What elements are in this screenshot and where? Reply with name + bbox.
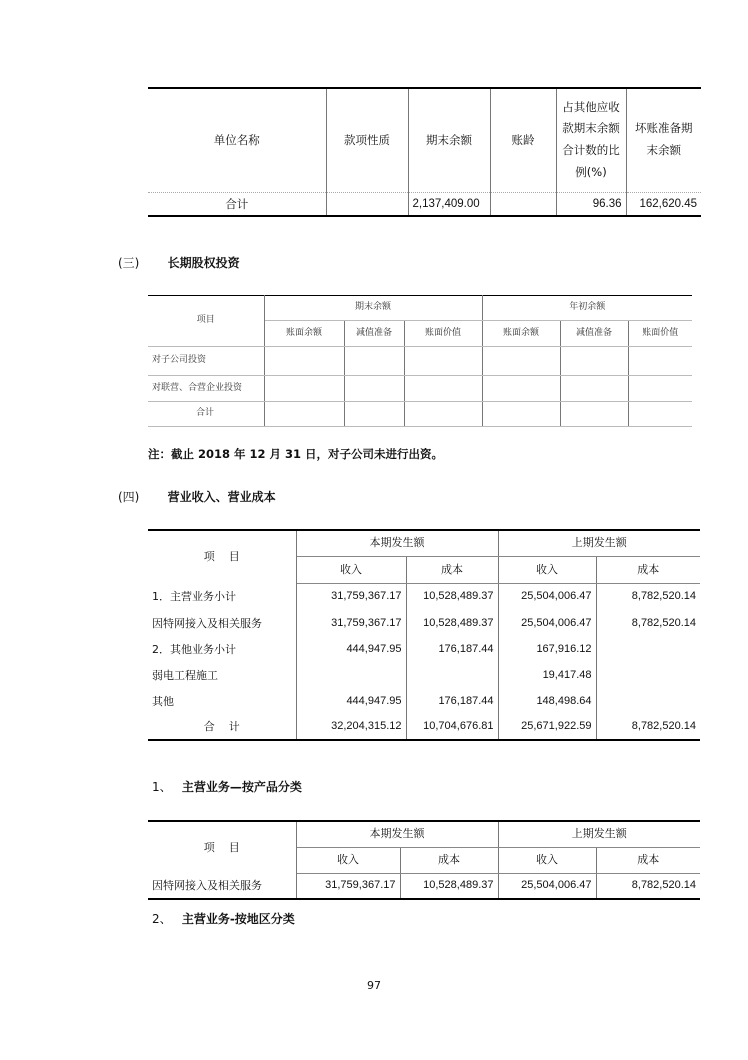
empty-cell (344, 402, 404, 427)
empty-cell (264, 347, 344, 376)
empty-cell (560, 347, 628, 376)
subheader-book-value: 账面价值 (628, 321, 692, 347)
subheader-impairment: 减值准备 (344, 321, 404, 347)
header-ratio-line: 款期末余额 (562, 121, 620, 136)
value-cell: 10,528,489.37 (400, 873, 498, 899)
table-header-row (148, 296, 692, 321)
header-group-prior: 上期发生额 (498, 821, 700, 847)
value-cell (596, 663, 700, 689)
empty-cell (482, 347, 560, 376)
empty-cell (264, 376, 344, 402)
row-label: 因特网接入及相关服务 (148, 873, 296, 899)
header-aging: 账龄 (490, 88, 556, 192)
subsection-1-heading (152, 778, 302, 795)
empty-cell (628, 402, 692, 427)
value-cell (596, 689, 700, 715)
value-cell: 167,916.12 (498, 637, 596, 663)
value-cell: 19,417.48 (498, 663, 596, 689)
subheader-cost: 成本 (596, 847, 700, 873)
row-label: 对联营、合营企业投资 (148, 376, 264, 402)
subheader-book-value: 账面价值 (404, 321, 482, 347)
empty-cell (344, 347, 404, 376)
section-4-heading (118, 488, 276, 505)
subheader-book-balance: 账面余额 (264, 321, 344, 347)
empty-cell (404, 376, 482, 402)
value-cell (406, 663, 498, 689)
row-label: 其他 (148, 689, 296, 715)
page-number: 97 (367, 979, 381, 992)
header-group-beginning: 年初余额 (482, 296, 692, 321)
header-group-current: 本期发生额 (296, 530, 498, 556)
subheader-cost: 成本 (406, 556, 498, 583)
subheader-cost: 成本 (596, 556, 700, 583)
total-bad-debt: 162,620.45 (639, 197, 697, 210)
total-cell (490, 192, 556, 216)
section-3-title: 长期股权投资 (167, 256, 240, 270)
subheader-impairment: 减值准备 (560, 321, 628, 347)
value-cell: 31,759,367.17 (296, 610, 406, 637)
empty-cell (404, 347, 482, 376)
note-text: 注：截止 2018 年 12 月 31 日，对子公司未进行出资。 (148, 447, 444, 461)
header-group-ending: 期末余额 (264, 296, 482, 321)
value-cell: 31,759,367.17 (296, 583, 406, 610)
subheader-revenue: 收入 (296, 556, 406, 583)
header-unit-name: 单位名称 (148, 88, 326, 192)
header-ratio (556, 88, 626, 192)
header-ratio-line: 合计数的比 (562, 143, 620, 158)
subheader-revenue: 收入 (498, 847, 596, 873)
header-bad-debt (626, 88, 701, 192)
total-row (148, 192, 701, 216)
table-row (148, 689, 700, 715)
total-row (148, 402, 692, 427)
empty-cell (628, 376, 692, 402)
empty-cell (482, 376, 560, 402)
header-item: 项 目 (148, 821, 296, 873)
value-cell: 444,947.95 (296, 637, 406, 663)
subsection-2-number: 2、 (152, 912, 172, 926)
table-row (148, 376, 692, 402)
value-cell (296, 663, 406, 689)
subsection-1-title: 主营业务—按产品分类 (181, 780, 302, 794)
table-row (148, 637, 700, 663)
row-label: 对子公司投资 (148, 347, 264, 376)
value-cell: 444,947.95 (296, 689, 406, 715)
value-cell: 148,498.64 (498, 689, 596, 715)
table-row (148, 583, 700, 610)
long-term-equity-table (148, 295, 692, 427)
header-ratio-line: 占其他应收 (562, 99, 620, 114)
header-group-prior: 上期发生额 (498, 530, 700, 556)
value-cell (596, 637, 700, 663)
row-label: 2．其他业务小计 (148, 637, 296, 663)
empty-cell (560, 402, 628, 427)
value-cell: 25,504,006.47 (498, 873, 596, 899)
value-cell: 31,759,367.17 (296, 873, 400, 899)
subheader-cost: 成本 (400, 847, 498, 873)
table-row (148, 347, 692, 376)
total-cell (326, 192, 408, 216)
table-header-row (148, 530, 700, 556)
subsection-2-heading (152, 910, 295, 927)
header-bad-debt-line: 坏账准备期 (635, 121, 693, 136)
row-label: 1．主营业务小计 (148, 583, 296, 610)
revenue-cost-table (148, 529, 700, 741)
empty-cell (404, 402, 482, 427)
header-ratio-line: 例(%) (575, 165, 607, 180)
empty-cell (560, 376, 628, 402)
total-label: 合计 (148, 192, 326, 216)
subheader-revenue: 收入 (498, 556, 596, 583)
table-header-row (148, 821, 700, 847)
row-label: 合计 (148, 402, 264, 427)
total-value: 32,204,315.12 (296, 715, 406, 740)
subsection-1-number: 1、 (152, 780, 172, 794)
section-4-title: 营业收入、营业成本 (167, 490, 276, 504)
value-cell: 176,187.44 (406, 637, 498, 663)
value-cell: 8,782,520.14 (631, 589, 696, 602)
total-label: 合 计 (148, 715, 296, 740)
value-cell: 25,504,006.47 (498, 610, 596, 637)
section-4-number: (四) (118, 490, 140, 504)
table-row (148, 663, 700, 689)
header-ending-balance: 期末余额 (408, 88, 490, 192)
header-bad-debt-line: 末余额 (646, 143, 681, 158)
value-cell: 8,782,520.14 (631, 616, 696, 629)
value-cell: 10,528,489.37 (406, 610, 498, 637)
subheader-revenue: 收入 (296, 847, 400, 873)
subsection-2-title: 主营业务-按地区分类 (181, 912, 295, 926)
empty-cell (482, 402, 560, 427)
row-label: 因特网接入及相关服务 (148, 610, 296, 637)
table-header-row (148, 88, 701, 192)
total-ratio: 96.36 (556, 192, 626, 216)
empty-cell (264, 402, 344, 427)
revenue-by-product-table (148, 820, 700, 900)
receivables-top-table (148, 87, 701, 217)
value-cell: 25,504,006.47 (498, 583, 596, 610)
value-cell: 176,187.44 (406, 689, 498, 715)
total-ending-balance: 2,137,409.00 (408, 192, 490, 216)
table-row (148, 610, 700, 637)
total-value: 8,782,520.14 (631, 720, 696, 733)
total-value: 25,671,922.59 (498, 715, 596, 740)
subheader-book-balance: 账面余额 (482, 321, 560, 347)
header-item: 项 目 (148, 530, 296, 583)
row-label: 弱电工程施工 (148, 663, 296, 689)
header-group-current: 本期发生额 (296, 821, 498, 847)
section-3-heading (118, 254, 240, 271)
section-3-number: (三) (118, 256, 140, 270)
total-row (148, 715, 700, 740)
empty-cell (628, 347, 692, 376)
table-row (148, 873, 700, 899)
total-value: 10,704,676.81 (406, 715, 498, 740)
value-cell: 10,528,489.37 (406, 583, 498, 610)
empty-cell (344, 376, 404, 402)
header-item: 项目 (148, 296, 264, 347)
value-cell: 8,782,520.14 (631, 878, 696, 891)
header-nature: 款项性质 (326, 88, 408, 192)
